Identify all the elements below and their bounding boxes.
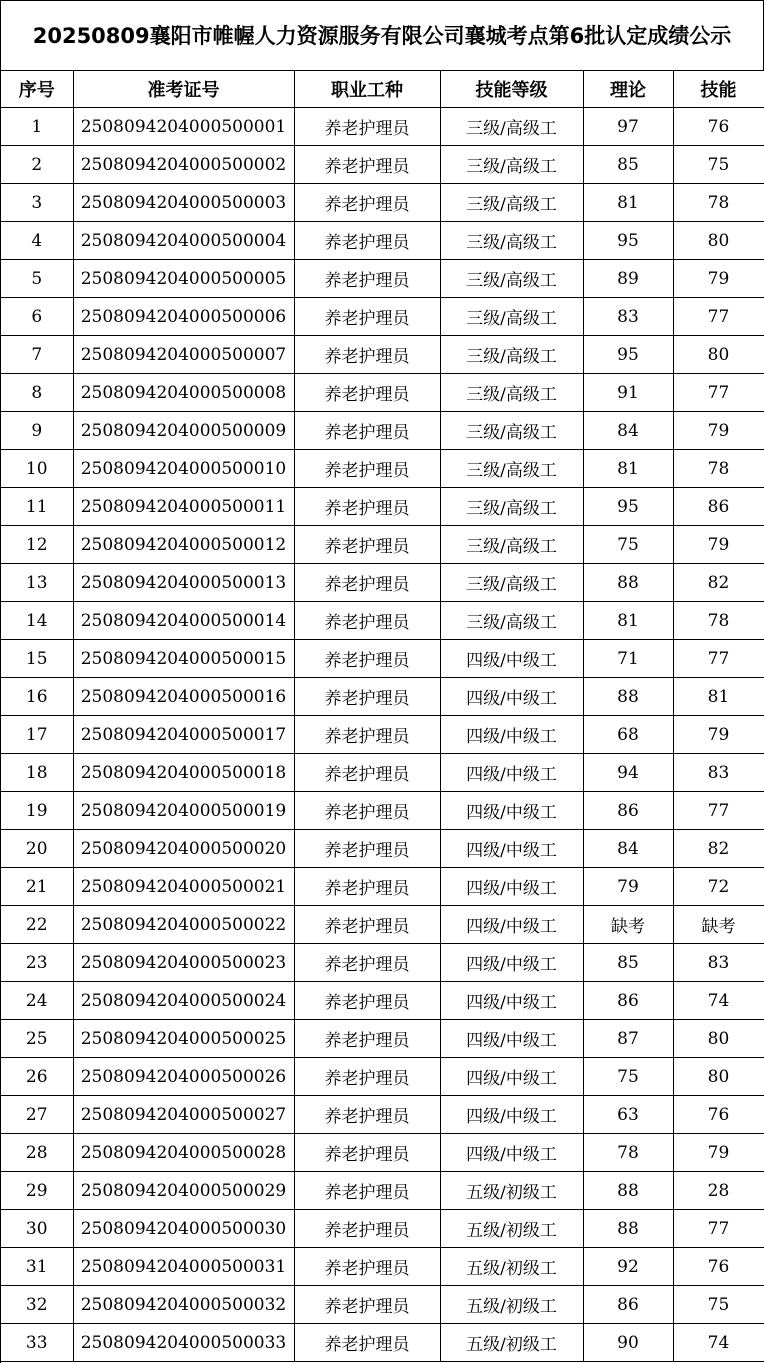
cell-exam-id: 2508094204000500008 — [73, 374, 294, 412]
table-row — [1, 792, 764, 830]
cell-occupation: 养老护理员 — [294, 640, 440, 678]
cell-skill: 80 — [673, 1020, 764, 1058]
cell-level: 三级/高级工 — [440, 526, 583, 564]
table-row — [1, 1020, 764, 1058]
table-row — [1, 944, 764, 982]
cell-exam-id: 2508094204000500033 — [73, 1324, 294, 1362]
table-row — [1, 222, 764, 260]
table-row — [1, 868, 764, 906]
table-row — [1, 678, 764, 716]
table-row — [1, 146, 764, 184]
cell-occupation: 养老护理员 — [294, 222, 440, 260]
page-title: 20250809襄阳市帷幄人力资源服务有限公司襄城考点第6批认定成绩公示 — [1, 1, 764, 71]
cell-level: 三级/高级工 — [440, 374, 583, 412]
cell-exam-id: 2508094204000500029 — [73, 1172, 294, 1210]
cell-level: 三级/高级工 — [440, 336, 583, 374]
table-row — [1, 184, 764, 222]
cell-level: 五级/初级工 — [440, 1248, 583, 1286]
table-row — [1, 1286, 764, 1324]
cell-level: 四级/中级工 — [440, 678, 583, 716]
cell-exam-id: 2508094204000500009 — [73, 412, 294, 450]
cell-occupation: 养老护理员 — [294, 336, 440, 374]
cell-occupation: 养老护理员 — [294, 450, 440, 488]
cell-level: 四级/中级工 — [440, 868, 583, 906]
table-row — [1, 1172, 764, 1210]
cell-theory: 83 — [583, 298, 673, 336]
cell-seq: 11 — [1, 488, 73, 526]
cell-exam-id: 2508094204000500012 — [73, 526, 294, 564]
cell-level: 四级/中级工 — [440, 830, 583, 868]
cell-theory: 88 — [583, 678, 673, 716]
cell-occupation: 养老护理员 — [294, 868, 440, 906]
cell-exam-id: 2508094204000500010 — [73, 450, 294, 488]
cell-theory: 94 — [583, 754, 673, 792]
cell-seq: 5 — [1, 260, 73, 298]
cell-exam-id: 2508094204000500015 — [73, 640, 294, 678]
cell-exam-id: 2508094204000500011 — [73, 488, 294, 526]
table-row — [1, 982, 764, 1020]
cell-theory: 81 — [583, 450, 673, 488]
cell-exam-id: 2508094204000500024 — [73, 982, 294, 1020]
cell-seq: 15 — [1, 640, 73, 678]
cell-theory: 95 — [583, 222, 673, 260]
cell-theory: 95 — [583, 488, 673, 526]
cell-theory: 88 — [583, 1210, 673, 1248]
table-row — [1, 336, 764, 374]
cell-theory: 84 — [583, 830, 673, 868]
cell-theory: 86 — [583, 792, 673, 830]
cell-exam-id: 2508094204000500032 — [73, 1286, 294, 1324]
table-row — [1, 602, 764, 640]
cell-occupation: 养老护理员 — [294, 1020, 440, 1058]
cell-theory: 75 — [583, 526, 673, 564]
cell-skill: 79 — [673, 1134, 764, 1172]
cell-seq: 32 — [1, 1286, 73, 1324]
cell-occupation: 养老护理员 — [294, 1058, 440, 1096]
cell-seq: 21 — [1, 868, 73, 906]
cell-seq: 26 — [1, 1058, 73, 1096]
table-row — [1, 1248, 764, 1286]
cell-theory: 91 — [583, 374, 673, 412]
cell-level: 三级/高级工 — [440, 602, 583, 640]
cell-theory: 68 — [583, 716, 673, 754]
cell-occupation: 养老护理员 — [294, 1248, 440, 1286]
table-row — [1, 640, 764, 678]
header-theory: 理论 — [583, 71, 673, 108]
cell-level: 三级/高级工 — [440, 564, 583, 602]
cell-skill: 缺考 — [673, 906, 764, 944]
table-row — [1, 754, 764, 792]
cell-occupation: 养老护理员 — [294, 1096, 440, 1134]
cell-seq: 14 — [1, 602, 73, 640]
cell-theory: 84 — [583, 412, 673, 450]
cell-skill: 77 — [673, 792, 764, 830]
cell-seq: 13 — [1, 564, 73, 602]
cell-level: 四级/中级工 — [440, 1134, 583, 1172]
cell-exam-id: 2508094204000500002 — [73, 146, 294, 184]
cell-exam-id: 2508094204000500019 — [73, 792, 294, 830]
table-row — [1, 526, 764, 564]
cell-occupation: 养老护理员 — [294, 108, 440, 146]
cell-level: 五级/初级工 — [440, 1324, 583, 1362]
cell-skill: 83 — [673, 754, 764, 792]
cell-exam-id: 2508094204000500004 — [73, 222, 294, 260]
cell-skill: 82 — [673, 564, 764, 602]
cell-level: 四级/中级工 — [440, 906, 583, 944]
cell-theory: 63 — [583, 1096, 673, 1134]
cell-seq: 28 — [1, 1134, 73, 1172]
cell-skill: 77 — [673, 374, 764, 412]
cell-seq: 33 — [1, 1324, 73, 1362]
cell-exam-id: 2508094204000500013 — [73, 564, 294, 602]
cell-seq: 9 — [1, 412, 73, 450]
cell-seq: 27 — [1, 1096, 73, 1134]
header-occupation: 职业工种 — [294, 71, 440, 108]
cell-occupation: 养老护理员 — [294, 298, 440, 336]
cell-level: 三级/高级工 — [440, 260, 583, 298]
table-row — [1, 830, 764, 868]
cell-level: 三级/高级工 — [440, 450, 583, 488]
cell-level: 四级/中级工 — [440, 754, 583, 792]
header-exam-id: 准考证号 — [73, 71, 294, 108]
cell-skill: 79 — [673, 260, 764, 298]
cell-theory: 85 — [583, 146, 673, 184]
table-row — [1, 108, 764, 146]
cell-theory: 86 — [583, 982, 673, 1020]
cell-seq: 23 — [1, 944, 73, 982]
cell-occupation: 养老护理员 — [294, 260, 440, 298]
cell-skill: 76 — [673, 108, 764, 146]
table-row — [1, 488, 764, 526]
cell-theory: 86 — [583, 1286, 673, 1324]
cell-occupation: 养老护理员 — [294, 526, 440, 564]
cell-skill: 80 — [673, 336, 764, 374]
cell-seq: 3 — [1, 184, 73, 222]
table-row — [1, 1210, 764, 1248]
results-table — [1, 71, 764, 1362]
cell-seq: 1 — [1, 108, 73, 146]
cell-seq: 10 — [1, 450, 73, 488]
cell-exam-id: 2508094204000500014 — [73, 602, 294, 640]
cell-level: 三级/高级工 — [440, 298, 583, 336]
cell-skill: 78 — [673, 450, 764, 488]
cell-theory: 89 — [583, 260, 673, 298]
cell-level: 四级/中级工 — [440, 640, 583, 678]
cell-skill: 76 — [673, 1248, 764, 1286]
cell-occupation: 养老护理员 — [294, 792, 440, 830]
cell-seq: 22 — [1, 906, 73, 944]
cell-theory: 92 — [583, 1248, 673, 1286]
cell-skill: 75 — [673, 146, 764, 184]
cell-level: 四级/中级工 — [440, 982, 583, 1020]
cell-level: 四级/中级工 — [440, 944, 583, 982]
table-row — [1, 1096, 764, 1134]
cell-exam-id: 2508094204000500031 — [73, 1248, 294, 1286]
cell-occupation: 养老护理员 — [294, 602, 440, 640]
cell-skill: 86 — [673, 488, 764, 526]
table-row — [1, 260, 764, 298]
cell-exam-id: 2508094204000500016 — [73, 678, 294, 716]
cell-skill: 81 — [673, 678, 764, 716]
cell-level: 三级/高级工 — [440, 412, 583, 450]
cell-theory: 75 — [583, 1058, 673, 1096]
cell-seq: 31 — [1, 1248, 73, 1286]
cell-skill: 74 — [673, 1324, 764, 1362]
cell-theory: 81 — [583, 184, 673, 222]
cell-skill: 77 — [673, 1210, 764, 1248]
cell-seq: 29 — [1, 1172, 73, 1210]
cell-level: 四级/中级工 — [440, 792, 583, 830]
cell-skill: 80 — [673, 1058, 764, 1096]
cell-exam-id: 2508094204000500025 — [73, 1020, 294, 1058]
cell-exam-id: 2508094204000500007 — [73, 336, 294, 374]
table-body — [1, 108, 764, 1362]
cell-exam-id: 2508094204000500017 — [73, 716, 294, 754]
cell-exam-id: 2508094204000500027 — [73, 1096, 294, 1134]
cell-seq: 19 — [1, 792, 73, 830]
cell-occupation: 养老护理员 — [294, 374, 440, 412]
cell-skill: 76 — [673, 1096, 764, 1134]
cell-occupation: 养老护理员 — [294, 146, 440, 184]
cell-level: 四级/中级工 — [440, 716, 583, 754]
cell-exam-id: 2508094204000500023 — [73, 944, 294, 982]
table-row — [1, 412, 764, 450]
cell-seq: 4 — [1, 222, 73, 260]
table-row — [1, 1058, 764, 1096]
cell-theory: 78 — [583, 1134, 673, 1172]
cell-level: 三级/高级工 — [440, 146, 583, 184]
cell-theory: 85 — [583, 944, 673, 982]
cell-theory: 71 — [583, 640, 673, 678]
cell-occupation: 养老护理员 — [294, 982, 440, 1020]
table-row — [1, 716, 764, 754]
cell-occupation: 养老护理员 — [294, 1324, 440, 1362]
cell-theory: 95 — [583, 336, 673, 374]
cell-skill: 28 — [673, 1172, 764, 1210]
cell-seq: 25 — [1, 1020, 73, 1058]
cell-occupation: 养老护理员 — [294, 906, 440, 944]
cell-exam-id: 2508094204000500021 — [73, 868, 294, 906]
cell-seq: 2 — [1, 146, 73, 184]
cell-theory: 79 — [583, 868, 673, 906]
cell-exam-id: 2508094204000500020 — [73, 830, 294, 868]
cell-level: 五级/初级工 — [440, 1210, 583, 1248]
cell-seq: 24 — [1, 982, 73, 1020]
cell-occupation: 养老护理员 — [294, 488, 440, 526]
table-row — [1, 298, 764, 336]
cell-exam-id: 2508094204000500006 — [73, 298, 294, 336]
header-seq: 序号 — [1, 71, 73, 108]
cell-theory: 81 — [583, 602, 673, 640]
cell-occupation: 养老护理员 — [294, 830, 440, 868]
cell-exam-id: 2508094204000500026 — [73, 1058, 294, 1096]
cell-occupation: 养老护理员 — [294, 716, 440, 754]
cell-seq: 8 — [1, 374, 73, 412]
cell-seq: 17 — [1, 716, 73, 754]
cell-skill: 77 — [673, 640, 764, 678]
cell-occupation: 养老护理员 — [294, 184, 440, 222]
cell-exam-id: 2508094204000500018 — [73, 754, 294, 792]
cell-skill: 78 — [673, 184, 764, 222]
header-row — [1, 71, 764, 108]
cell-skill: 74 — [673, 982, 764, 1020]
cell-occupation: 养老护理员 — [294, 1134, 440, 1172]
cell-skill: 80 — [673, 222, 764, 260]
cell-theory: 缺考 — [583, 906, 673, 944]
cell-skill: 79 — [673, 412, 764, 450]
cell-theory: 88 — [583, 564, 673, 602]
cell-skill: 82 — [673, 830, 764, 868]
cell-level: 三级/高级工 — [440, 488, 583, 526]
cell-occupation: 养老护理员 — [294, 1286, 440, 1324]
table-row — [1, 1134, 764, 1172]
cell-occupation: 养老护理员 — [294, 754, 440, 792]
cell-occupation: 养老护理员 — [294, 1210, 440, 1248]
cell-skill: 78 — [673, 602, 764, 640]
table-row — [1, 1324, 764, 1362]
cell-exam-id: 2508094204000500022 — [73, 906, 294, 944]
cell-skill: 79 — [673, 716, 764, 754]
cell-seq: 16 — [1, 678, 73, 716]
cell-skill: 79 — [673, 526, 764, 564]
cell-level: 四级/中级工 — [440, 1058, 583, 1096]
cell-theory: 87 — [583, 1020, 673, 1058]
cell-occupation: 养老护理员 — [294, 412, 440, 450]
cell-exam-id: 2508094204000500028 — [73, 1134, 294, 1172]
cell-level: 五级/初级工 — [440, 1286, 583, 1324]
cell-seq: 7 — [1, 336, 73, 374]
cell-skill: 77 — [673, 298, 764, 336]
cell-exam-id: 2508094204000500003 — [73, 184, 294, 222]
table-row — [1, 564, 764, 602]
cell-level: 三级/高级工 — [440, 108, 583, 146]
cell-theory: 88 — [583, 1172, 673, 1210]
cell-seq: 12 — [1, 526, 73, 564]
cell-skill: 83 — [673, 944, 764, 982]
cell-seq: 18 — [1, 754, 73, 792]
cell-exam-id: 2508094204000500001 — [73, 108, 294, 146]
cell-exam-id: 2508094204000500005 — [73, 260, 294, 298]
cell-exam-id: 2508094204000500030 — [73, 1210, 294, 1248]
cell-occupation: 养老护理员 — [294, 564, 440, 602]
cell-level: 五级/初级工 — [440, 1172, 583, 1210]
cell-seq: 20 — [1, 830, 73, 868]
cell-occupation: 养老护理员 — [294, 678, 440, 716]
header-skill: 技能 — [673, 71, 764, 108]
cell-occupation: 养老护理员 — [294, 944, 440, 982]
cell-level: 三级/高级工 — [440, 222, 583, 260]
cell-level: 四级/中级工 — [440, 1096, 583, 1134]
cell-seq: 6 — [1, 298, 73, 336]
cell-seq: 30 — [1, 1210, 73, 1248]
cell-level: 三级/高级工 — [440, 184, 583, 222]
header-level: 技能等级 — [440, 71, 583, 108]
table-row — [1, 374, 764, 412]
table-row — [1, 450, 764, 488]
cell-theory: 97 — [583, 108, 673, 146]
cell-theory: 90 — [583, 1324, 673, 1362]
cell-level: 四级/中级工 — [440, 1020, 583, 1058]
cell-occupation: 养老护理员 — [294, 1172, 440, 1210]
cell-skill: 72 — [673, 868, 764, 906]
table-row — [1, 906, 764, 944]
cell-skill: 75 — [673, 1286, 764, 1324]
